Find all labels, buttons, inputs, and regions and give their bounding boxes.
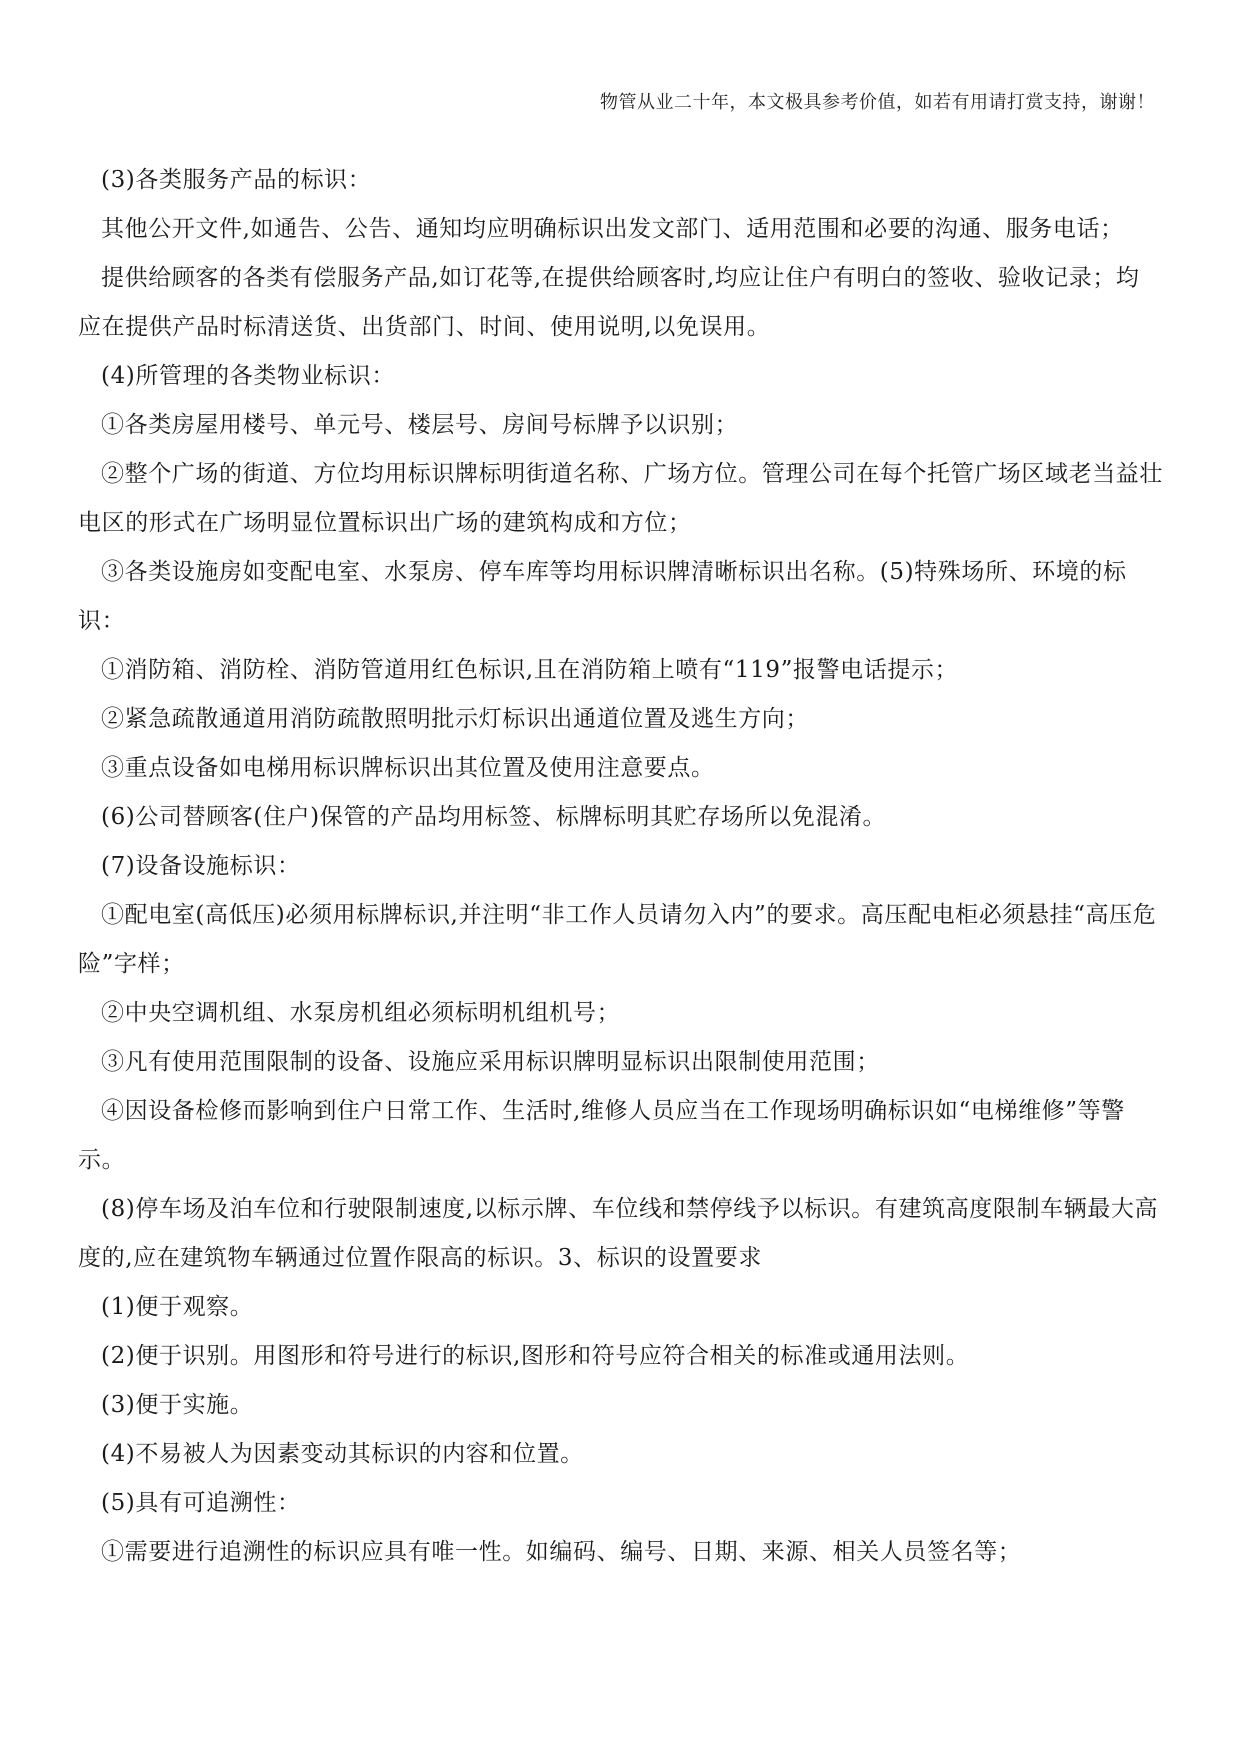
paragraph: ②中央空调机组、水泵房机组必须标明机组机号； <box>101 1000 621 1026</box>
paragraph: ①消防箱、消防栓、消防管道用红色标识,且在消防箱上喷有“119”报警电话提示； <box>101 657 959 683</box>
paragraph: (4)所管理的各类物业标识： <box>101 363 395 389</box>
paragraph: (3)各类服务产品的标识： <box>101 167 372 193</box>
header-note: 物管从业二十年，本文极具参考价值，如若有用请打赏支持，谢谢！ <box>600 92 1155 113</box>
paragraph: ①配电室(高低压)必须用标牌标识,并注明“非工作人员请勿入内”的要求。高压配电柜必须悬挂“高压危险”字样； <box>78 902 1157 977</box>
paragraph: 提供给顾客的各类有偿服务产品,如订花等,在提供给顾客时,均应让住户有明白的签收、验收记录；均应在提供产品时标清送货、出货部门、时间、使用说明,以免误用。 <box>78 265 1140 340</box>
paragraph: ③凡有使用范围限制的设备、设施应采用标识牌明显标识出限制使用范围； <box>101 1049 880 1075</box>
paragraph: ①各类房屋用楼号、单元号、楼层号、房间号标牌予以识别； <box>101 412 739 438</box>
paragraph: ①需要进行追溯性的标识应具有唯一性。如编码、编号、日期、来源、相关人员签名等； <box>101 1539 1022 1565</box>
document-body <box>78 156 1163 1577</box>
paragraph: (1)便于观察。 <box>101 1294 254 1320</box>
paragraph: (8)停车场及泊车位和行驶限制速度,以标示牌、车位线和禁停线予以标识。有建筑高度限制车辆最大高度的,应在建筑物车辆通过位置作限高的标识。3、标识的设置要求 <box>78 1196 1159 1271</box>
paragraph: ④因设备检修而影响到住户日常工作、生活时,维修人员应当在工作现场明确标识如“电梯维修”等警示。 <box>78 1098 1125 1173</box>
paragraph: (3)便于实施。 <box>101 1392 254 1418</box>
paragraph: (2)便于识别。用图形和符号进行的标识,图形和符号应符合相关的标准或通用法则。 <box>101 1343 970 1369</box>
paragraph: (7)设备设施标识： <box>101 853 301 879</box>
paragraph: (4)不易被人为因素变动其标识的内容和位置。 <box>101 1441 584 1467</box>
paragraph: 其他公开文件,如通告、公告、通知均应明确标识出发文部门、适用范围和必要的沟通、服务电话； <box>101 216 1124 242</box>
paragraph: ③重点设备如电梯用标识牌标识出其位置及使用注意要点。 <box>101 755 715 781</box>
paragraph: ②紧急疏散通道用消防疏散照明批示灯标识出通道位置及逃生方向； <box>101 706 809 732</box>
paragraph: ③各类设施房如变配电室、水泵房、停车库等均用标识牌清晰标识出名称。(5)特殊场所、环境的标识： <box>78 559 1127 634</box>
paragraph: (6)公司替顾客(住户)保管的产品均用标签、标牌标明其贮存场所以免混淆。 <box>101 804 887 830</box>
paragraph: ②整个广场的街道、方位均用标识牌标明街道名称、广场方位。管理公司在每个托管广场区域老当益壮电区的形式在广场明显位置标识出广场的建筑构成和方位； <box>78 461 1163 536</box>
paragraph: (5)具有可追溯性： <box>101 1490 301 1516</box>
